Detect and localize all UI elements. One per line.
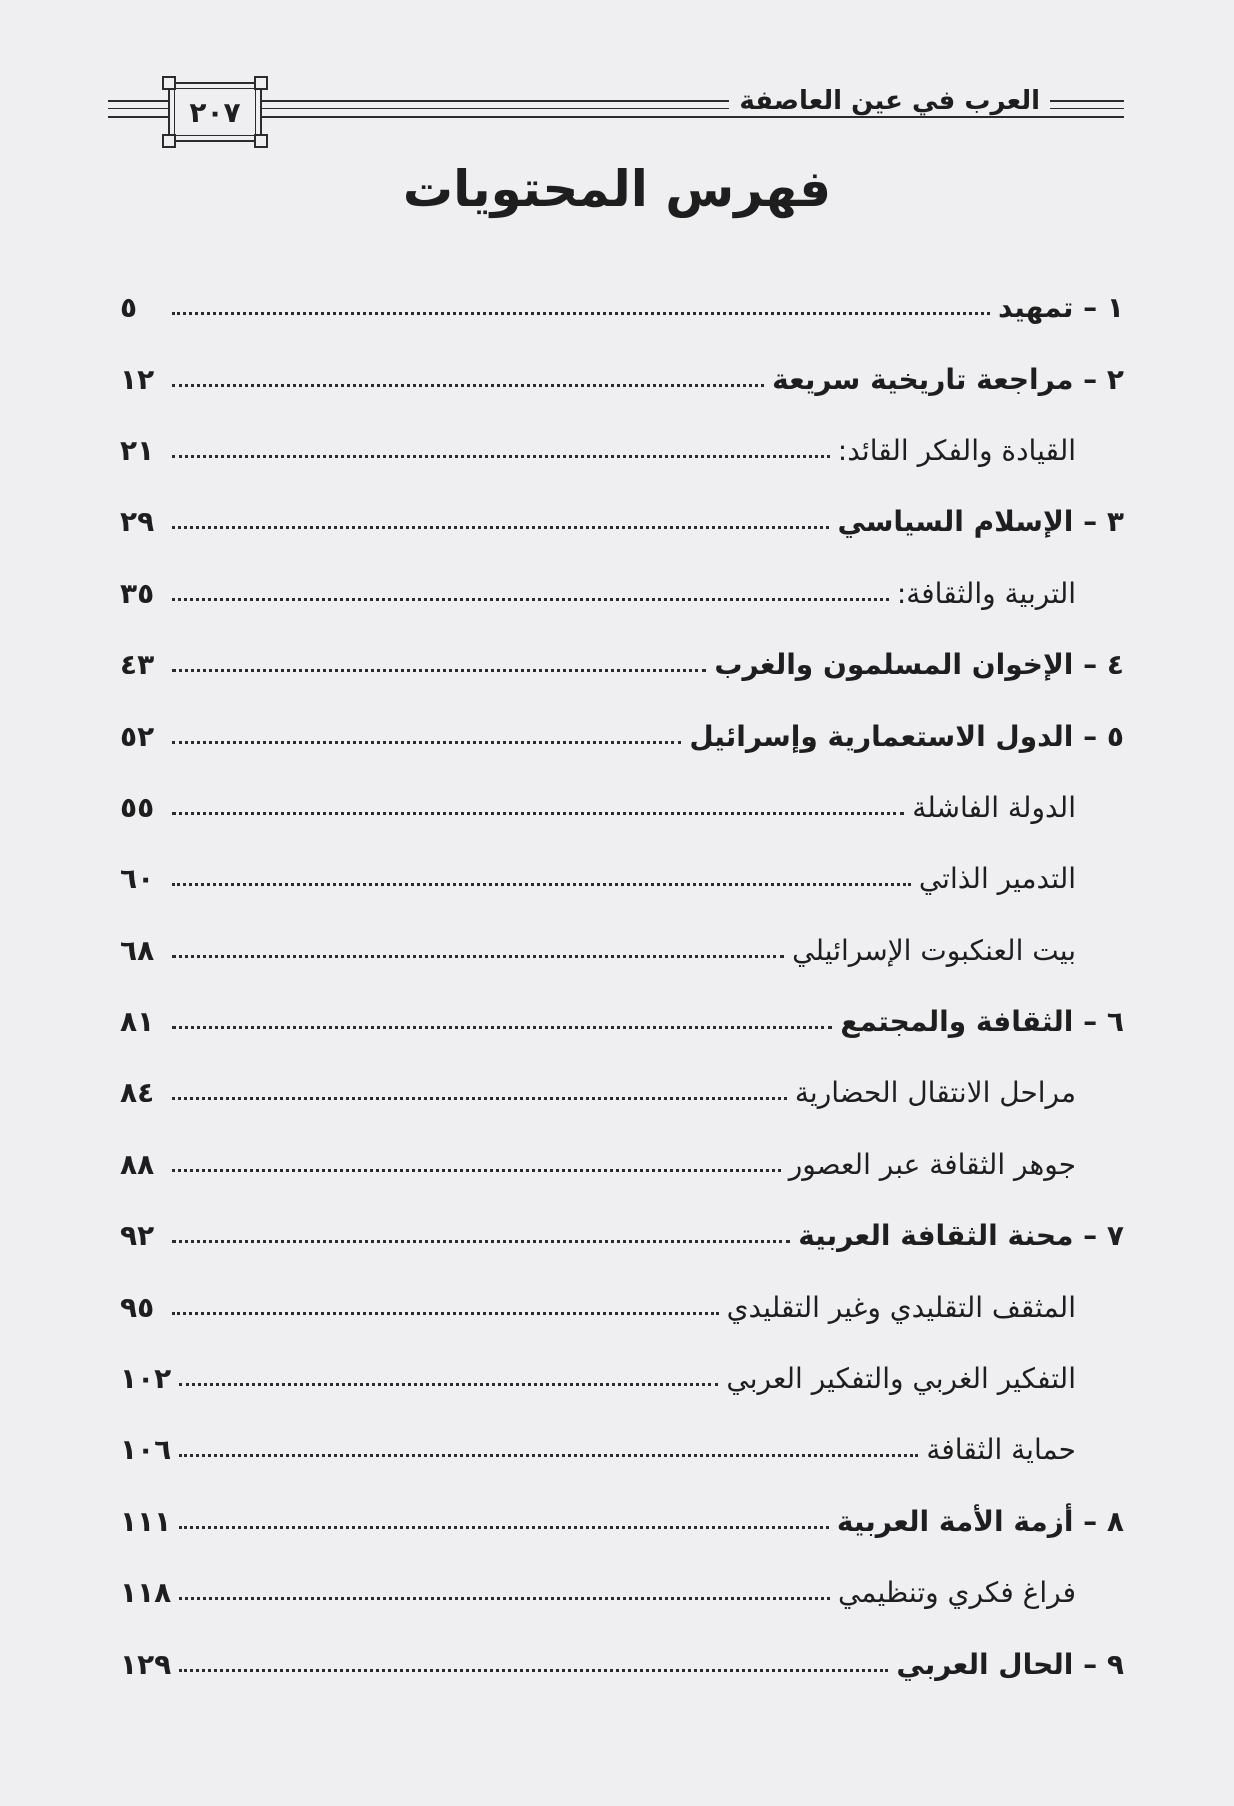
toc-entry-label: المثقف التقليدي وغير التقليدي [726, 1290, 1076, 1324]
dot-leader [172, 1026, 832, 1029]
toc-section-entry [120, 1129, 1124, 1200]
toc-chapter-entry [120, 1486, 1124, 1557]
toc-entry-label: ٦ – الثقافة والمجتمع [840, 1005, 1124, 1039]
toc-entry-label: الدولة الفاشلة [912, 790, 1076, 824]
dot-leader [172, 526, 829, 529]
toc-entry-page: ١١٨ [120, 1576, 172, 1610]
toc-chapter-entry [120, 629, 1124, 700]
dot-leader [172, 598, 889, 601]
toc-entry-page: ١٠٢ [120, 1362, 172, 1396]
toc-entry-page: ٨١ [120, 1005, 155, 1039]
dot-leader [172, 384, 764, 387]
dot-leader [172, 741, 681, 744]
toc-entry-page: ١٢٩ [120, 1647, 172, 1681]
toc-section-entry [120, 843, 1124, 914]
dot-leader [179, 1383, 718, 1386]
page-number: ٢٠٧ [189, 95, 241, 129]
toc-title: فهرس المحتويات [402, 160, 832, 218]
toc-entry-page: ٣٥ [120, 576, 155, 610]
toc-entry-label: ٩ – الحال العربي [896, 1647, 1124, 1681]
toc-entry-label: التربية والثقافة: [896, 576, 1076, 610]
toc-section-entry [120, 915, 1124, 986]
toc-entry-page: ٩٥ [120, 1290, 155, 1324]
dot-leader [172, 1240, 790, 1243]
toc-section-entry [120, 1271, 1124, 1342]
toc-chapter-entry [120, 1628, 1124, 1699]
toc-entry-label: ٣ – الإسلام السياسي [837, 505, 1124, 539]
toc-entry-page: ١١١ [120, 1504, 172, 1538]
toc-chapter-entry [120, 272, 1124, 343]
toc-entry-page: ٢٩ [120, 505, 155, 539]
toc-entry-page: ٥٥ [120, 790, 155, 824]
dot-leader [172, 455, 830, 458]
toc-entry-label: جوهر الثقافة عبر العصور [788, 1147, 1076, 1181]
header-rule [108, 100, 168, 102]
toc-entry-page: ١٢ [120, 362, 155, 396]
toc-entry-page: ٨٨ [120, 1147, 155, 1181]
toc-entry-label: ٥ – الدول الاستعمارية وإسرائيل [689, 719, 1124, 753]
running-header [108, 82, 1124, 142]
frame-corner [254, 76, 268, 90]
toc-entry-label: حماية الثقافة [926, 1433, 1076, 1467]
dot-leader [179, 1526, 829, 1529]
toc-chapter-entry [120, 700, 1124, 771]
toc-chapter-entry [120, 486, 1124, 557]
toc-section-entry [120, 1057, 1124, 1128]
running-title: العرب في عين العاصفة [729, 86, 1050, 116]
toc-entry-label: ١ – تمهيد [998, 291, 1124, 325]
dot-leader [172, 955, 784, 958]
toc-entry-label: فراغ فكري وتنظيمي [837, 1576, 1076, 1610]
dot-leader [179, 1454, 918, 1457]
toc-entry-page: ٢١ [120, 433, 155, 467]
toc-section-entry [120, 1557, 1124, 1628]
toc-entry-page: ٦٨ [120, 933, 155, 967]
toc-entry-label: بيت العنكبوت الإسرائيلي [792, 933, 1076, 967]
header-rule [108, 108, 168, 109]
toc-entry-label: القيادة والفكر القائد: [837, 433, 1076, 467]
toc-entry-label: ٧ – محنة الثقافة العربية [798, 1219, 1124, 1253]
frame-corner [162, 76, 176, 90]
toc-entry-label: ٢ – مراجعة تاريخية سريعة [772, 362, 1124, 396]
table-of-contents [120, 272, 1124, 1700]
header-rule [108, 116, 168, 118]
toc-section-entry [120, 415, 1124, 486]
toc-entry-label: التفكير الغربي والتفكير العربي [726, 1362, 1076, 1396]
toc-section-entry [120, 772, 1124, 843]
toc-entry-page: ٤٣ [120, 648, 155, 682]
toc-entry-label: ٨ – أزمة الأمة العربية [836, 1504, 1124, 1538]
dot-leader [179, 1669, 888, 1672]
toc-chapter-entry [120, 1200, 1124, 1271]
toc-entry-label: التدمير الذاتي [918, 862, 1076, 896]
toc-entry-label: مراحل الانتقال الحضارية [794, 1076, 1076, 1110]
toc-entry-page: ٥٢ [120, 719, 155, 753]
frame-corner [254, 134, 268, 148]
toc-entry-page: ١٠٦ [120, 1433, 172, 1467]
dot-leader [172, 883, 911, 886]
toc-entry-label: ٤ – الإخوان المسلمون والغرب [714, 648, 1124, 682]
toc-section-entry [120, 1343, 1124, 1414]
toc-section-entry [120, 1414, 1124, 1485]
toc-chapter-entry [120, 986, 1124, 1057]
dot-leader [172, 812, 904, 815]
toc-entry-page: ٥ [120, 291, 138, 325]
dot-leader [172, 669, 706, 672]
toc-entry-page: ٦٠ [120, 862, 155, 896]
dot-leader [172, 1312, 719, 1315]
header-rule [258, 116, 1124, 118]
toc-entry-page: ٩٢ [120, 1219, 155, 1253]
dot-leader [172, 1169, 781, 1172]
toc-chapter-entry [120, 343, 1124, 414]
page-number-frame [168, 82, 262, 142]
toc-section-entry [120, 558, 1124, 629]
dot-leader [172, 312, 990, 315]
frame-corner [162, 134, 176, 148]
dot-leader [172, 1097, 787, 1100]
toc-entry-page: ٨٤ [120, 1076, 155, 1110]
dot-leader [179, 1597, 830, 1600]
